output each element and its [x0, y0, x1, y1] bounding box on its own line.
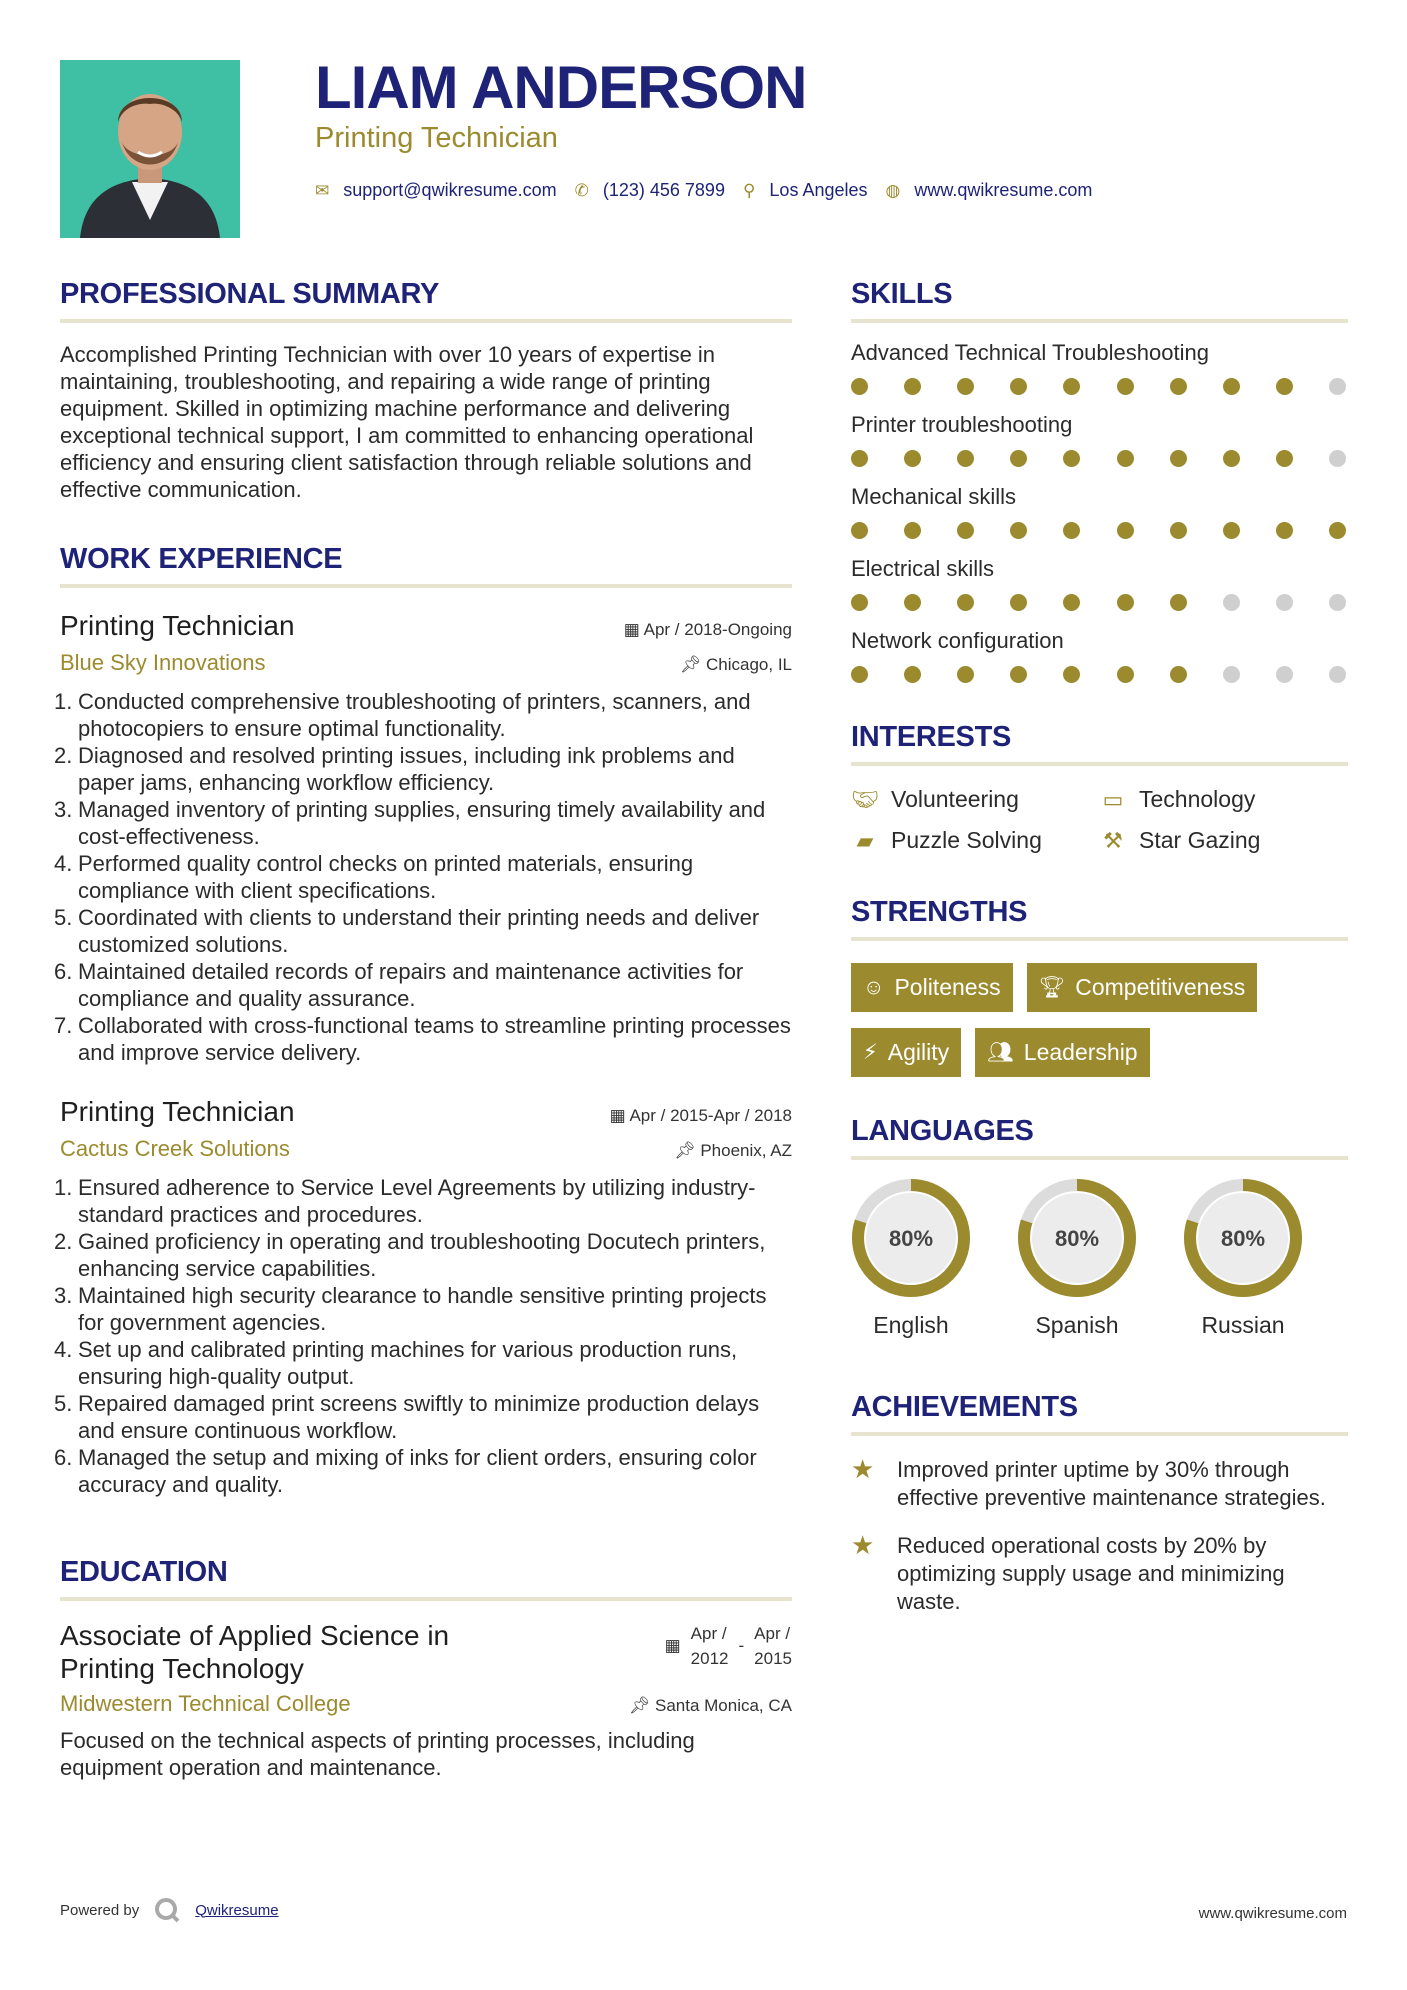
languages-list: [851, 1178, 1348, 1339]
skill-name: Mechanical skills: [851, 484, 1017, 509]
list-item: 7. Collaborated with cross-functional teams to streamline printing processes and improve service delivery.: [54, 1013, 791, 1065]
rating-dot-filled: [1329, 522, 1346, 539]
pin-icon: 📌︎: [679, 655, 702, 674]
powered-by-text: Powered by: [60, 1901, 140, 1919]
job-entry: [54, 1096, 792, 1498]
rating-dot-filled: [1010, 450, 1027, 467]
education-location: 📌︎ Santa Monica, CA: [628, 1696, 792, 1715]
rating-dot-filled: [1010, 522, 1027, 539]
rating-dot-empty: [1329, 666, 1346, 683]
handshake-icon: 🤝︎: [851, 786, 879, 812]
rating-dot-filled: [1223, 522, 1240, 539]
skill-name: Advanced Technical Troubleshooting: [851, 340, 1209, 365]
skill-rating: [851, 594, 1348, 611]
rating-dot-empty: [1329, 594, 1346, 611]
list-item: 5. Repaired damaged print screens swiftly to minimize production delays and ensure continuous workflow.: [54, 1391, 760, 1443]
phone-icon: ✆: [574, 180, 589, 200]
job-location: 📌︎ Phoenix, AZ: [674, 1141, 792, 1160]
interest-item: ⚒ Star Gazing: [1099, 827, 1339, 854]
book-icon: ▰: [856, 827, 874, 853]
strengths-heading: STRENGTHS: [851, 896, 1348, 941]
rating-dot-filled: [1063, 594, 1080, 611]
rating-dot-filled: [1063, 450, 1080, 467]
contact-phone-text: (123) 456 7899: [602, 180, 725, 200]
rating-dot-filled: [904, 378, 921, 395]
contact-website-text: www.qwikresume.com: [914, 180, 1093, 200]
list-item: 1. Ensured adherence to Service Level Agreements by utilizing industry-standard practices and procedures.: [54, 1175, 756, 1227]
degree-title: Associate of Applied Science in Printing Technology: [60, 1620, 450, 1684]
job-title: Printing Technician: [60, 1096, 295, 1127]
languages-heading: LANGUAGES: [851, 1115, 1348, 1160]
rating-dot-filled: [957, 666, 974, 683]
language-percent: 80%: [1054, 1226, 1100, 1251]
rating-dot-filled: [1276, 378, 1293, 395]
interest-item: 🤝︎ Volunteering: [851, 786, 1019, 812]
skill-name: Printer troubleshooting: [851, 412, 1073, 437]
star-icon: ★: [851, 1530, 875, 1560]
contact-email[interactable]: [315, 180, 557, 201]
contact-phone[interactable]: [575, 180, 725, 201]
list-item: 6. Maintained detailed records of repairs and maintenance activities for compliance and quality assurance.: [54, 959, 744, 1011]
list-item: 5. Coordinated with clients to understand their printing needs and deliver customized solutions.: [54, 905, 760, 957]
language-item: [1017, 1178, 1137, 1339]
job-date: ▦ Apr / 2015-Apr / 2018: [609, 1106, 792, 1125]
strength-badge: ⚡︎ Agility: [851, 1028, 961, 1077]
rating-dot-filled: [957, 378, 974, 395]
qwikresume-logo-icon: [153, 1896, 181, 1924]
job-location: 📌︎ Chicago, IL: [679, 655, 792, 674]
language-percent: 80%: [1220, 1226, 1266, 1251]
contact-website[interactable]: [886, 180, 1093, 201]
skill-item: [851, 484, 1348, 539]
education-entry: [60, 1619, 792, 1781]
star-icon: ★: [851, 1454, 875, 1484]
rating-dot-filled: [851, 450, 868, 467]
experience-heading: WORK EXPERIENCE: [60, 543, 792, 588]
rating-dot-empty: [1276, 594, 1293, 611]
interest-item: ▭ Technology: [1099, 786, 1339, 813]
laptop-icon: ▭: [1102, 786, 1124, 812]
rating-dot-filled: [851, 594, 868, 611]
gavel-icon: ⚒: [1103, 827, 1123, 853]
pin-icon: 📌︎: [674, 1141, 696, 1160]
skill-item: [851, 628, 1348, 683]
language-name: Russian: [1201, 1312, 1285, 1338]
skills-heading: SKILLS: [851, 278, 1348, 323]
rating-dot-filled: [1170, 666, 1187, 683]
list-item: 2. Gained proficiency in operating and troubleshooting Docutech printers, enhancing service capabilities.: [54, 1229, 766, 1281]
language-percent: 80%: [888, 1226, 934, 1251]
rating-dot-filled: [957, 450, 974, 467]
interests-heading: INTERESTS: [851, 721, 1348, 766]
rating-dot-filled: [1276, 450, 1293, 467]
contact-email-text: support@qwikresume.com: [343, 180, 557, 200]
rating-dot-filled: [1117, 666, 1134, 683]
profile-photo: [60, 60, 240, 238]
rating-dot-filled: [1063, 378, 1080, 395]
education-description: Focused on the technical aspects of printing processes, including equipment operation and maintenance.: [60, 1728, 695, 1780]
skill-item: [851, 556, 1348, 611]
rating-dot-filled: [904, 594, 921, 611]
skill-rating: [851, 522, 1348, 539]
summary-text: Accomplished Printing Technician with over 10 years of expertise in maintaining, troubleshooting, and repairing a wide range of printing equipment. Skilled in optimizing machine performance and delivering exceptional technical support, I am committed to enhancing operational efficiency and ensuring client satisfaction through reliable solutions and effective communication.: [60, 342, 754, 502]
achievements-heading: ACHIEVEMENTS: [851, 1391, 1348, 1436]
rating-dot-filled: [1063, 522, 1080, 539]
rating-dot-filled: [1010, 594, 1027, 611]
language-progress-ring: [851, 1178, 971, 1298]
skill-rating: [851, 450, 1348, 467]
strength-badge: 🏆︎ Competitiveness: [1027, 963, 1258, 1012]
rating-dot-filled: [1223, 450, 1240, 467]
left-column: [54, 278, 792, 1781]
skill-item: [851, 412, 1348, 467]
pin-icon: 📌︎: [628, 1696, 651, 1715]
language-name: English: [873, 1312, 949, 1338]
list-item: 3. Managed inventory of printing supplies, ensuring timely availability and cost-effectiveness.: [54, 797, 766, 849]
calendar-icon: ▦: [609, 1106, 626, 1125]
list-item: 4. Performed quality control checks on printed materials, ensuring compliance with client specifications.: [54, 851, 694, 903]
envelope-icon: ✉: [315, 180, 330, 200]
rating-dot-empty: [1329, 378, 1346, 395]
language-item: [1183, 1178, 1303, 1339]
rating-dot-filled: [1117, 522, 1134, 539]
strengths-list: [851, 963, 1348, 1077]
list-item: 3. Maintained high security clearance to handle sensitive printing projects for government agencies.: [54, 1283, 767, 1335]
bolt-icon: ⚡︎: [863, 1041, 878, 1064]
language-item: [851, 1178, 971, 1339]
rating-dot-filled: [904, 450, 921, 467]
candidate-name: LIAM ANDERSON: [315, 54, 807, 121]
rating-dot-filled: [904, 522, 921, 539]
rating-dot-filled: [1170, 522, 1187, 539]
footer-powered-by: [60, 1896, 279, 1924]
interests-list: [851, 786, 1348, 854]
rating-dot-empty: [1329, 450, 1346, 467]
rating-dot-filled: [1117, 450, 1134, 467]
rating-dot-filled: [1117, 594, 1134, 611]
rating-dot-filled: [1276, 522, 1293, 539]
footer-site[interactable]: www.qwikresume.com: [1198, 1905, 1347, 1922]
interest-item: ▰ Puzzle Solving: [851, 827, 1099, 854]
skill-rating: [851, 378, 1348, 395]
list-item: 1. Conducted comprehensive troubleshooting of printers, scanners, and photocopiers to ensure optimal functionality.: [54, 689, 751, 741]
company-name: Blue Sky Innovations: [60, 650, 266, 675]
company-name: Cactus Creek Solutions: [60, 1136, 290, 1161]
rating-dot-filled: [1170, 378, 1187, 395]
skill-name: Electrical skills: [851, 556, 995, 581]
skill-item: [851, 340, 1348, 395]
achievement-item: ★ Reduced operational costs by 20% by optimizing supply usage and minimizing waste.: [851, 1530, 1285, 1614]
rating-dot-filled: [1170, 594, 1187, 611]
rating-dot-filled: [851, 666, 868, 683]
job-entry: [54, 610, 792, 1066]
smile-icon: ☺: [863, 975, 885, 999]
school-name: Midwestern Technical College: [60, 1691, 351, 1716]
rating-dot-filled: [1063, 666, 1080, 683]
language-progress-ring: [1017, 1178, 1137, 1298]
job-title: Printing Technician: [60, 610, 295, 641]
summary-heading: PROFESSIONAL SUMMARY: [60, 278, 792, 323]
rating-dot-filled: [851, 378, 868, 395]
job-bullets: [54, 1174, 792, 1498]
rating-dot-filled: [957, 522, 974, 539]
list-item: 4. Set up and calibrated printing machines for various production runs, ensuring high-quality output.: [54, 1337, 738, 1389]
list-item: 2. Diagnosed and resolved printing issues, including ink problems and paper jams, enhancing workflow efficiency.: [54, 743, 735, 795]
rating-dot-empty: [1276, 666, 1293, 683]
rating-dot-filled: [1010, 666, 1027, 683]
map-marker-icon: ⚲: [742, 180, 756, 200]
candidate-role: Printing Technician: [315, 122, 558, 154]
calendar-icon: ▦: [623, 620, 640, 639]
language-name: Spanish: [1035, 1312, 1119, 1338]
skill-name: Network configuration: [851, 628, 1064, 653]
achievements-list: [851, 1456, 1348, 1616]
language-progress-ring: [1183, 1178, 1303, 1298]
qwikresume-link[interactable]: Qwikresume: [195, 1901, 279, 1919]
contact-bar: [315, 180, 1092, 201]
users-icon: 👥︎: [987, 1040, 1014, 1064]
education-date: ▦ Apr / 2012 - Apr / 2015: [664, 1624, 792, 1668]
strength-badge: ☺ Politeness: [851, 963, 1013, 1012]
rating-dot-filled: [957, 594, 974, 611]
right-column: [851, 278, 1348, 1616]
trophy-icon: 🏆︎: [1038, 975, 1066, 999]
skills-list: [851, 340, 1348, 683]
strength-badge: 👥︎ Leadership: [975, 1028, 1149, 1077]
rating-dot-filled: [904, 666, 921, 683]
job-bullets: [54, 688, 792, 1066]
rating-dot-filled: [1117, 378, 1134, 395]
contact-location: [743, 180, 868, 201]
job-date: ▦ Apr / 2018-Ongoing: [623, 620, 792, 639]
rating-dot-empty: [1223, 666, 1240, 683]
rating-dot-empty: [1223, 594, 1240, 611]
rating-dot-filled: [1170, 450, 1187, 467]
skill-rating: [851, 666, 1348, 683]
rating-dot-filled: [851, 522, 868, 539]
calendar-icon: ▦: [664, 1636, 681, 1655]
achievement-item: ★ Improved printer uptime by 30% through effective preventive maintenance strategies.: [851, 1454, 1326, 1510]
education-heading: EDUCATION: [60, 1556, 792, 1601]
contact-location-text: Los Angeles: [769, 180, 868, 200]
list-item: 6. Managed the setup and mixing of inks for client orders, ensuring color accuracy and quality.: [54, 1445, 757, 1497]
rating-dot-filled: [1223, 378, 1240, 395]
rating-dot-filled: [1010, 378, 1027, 395]
globe-icon: ◍: [885, 180, 901, 200]
